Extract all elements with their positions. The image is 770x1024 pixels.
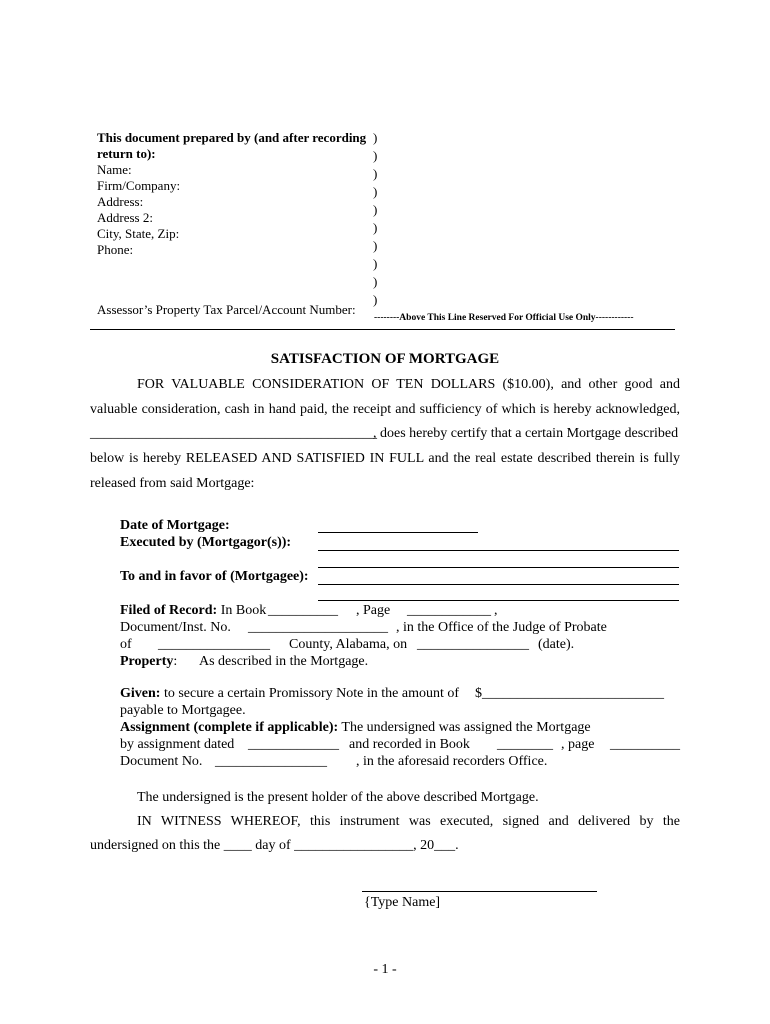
filed-of-record-row — [120, 603, 266, 619]
assignment-page-label: , page — [561, 737, 595, 752]
witness-statement: IN WITNESS WHEREOF, this instrument was executed, signed and delivered by the — [137, 814, 680, 829]
address2-label: Address 2: — [97, 210, 153, 225]
recorded-in-book-label: and recorded in Book — [349, 737, 470, 752]
document-no-field[interactable]: ________________ — [215, 754, 327, 769]
signature-line[interactable] — [362, 891, 597, 892]
mortgagee-field-2[interactable] — [318, 600, 679, 601]
date-of-mortgage-field[interactable] — [318, 532, 478, 533]
firm-label: Firm/Company: — [97, 178, 181, 193]
intro-line-3: , does hereby certify that a certain Mortgage described — [373, 426, 679, 441]
mortgagee-field[interactable] — [318, 584, 679, 585]
parcel-number-label: Assessor’s Property Tax Parcel/Account Number: — [97, 302, 356, 317]
given-text: to secure a certain Promissory Note in the amount of — [163, 686, 460, 701]
executed-by-label: Executed by (Mortgagor(s)): — [120, 535, 292, 550]
payable-text: payable to Mortgagee. — [120, 703, 246, 718]
intro-line-5: released from said Mortgage: — [90, 476, 255, 491]
paren: ) — [373, 238, 378, 253]
phone-label: Phone: — [97, 242, 134, 257]
paren: ) — [373, 184, 378, 199]
intro-line-4: below is hereby RELEASED AND SATISFIED IN FULL and the real estate described therein is fully — [90, 451, 680, 466]
city-state-zip-label: City, State, Zip: — [97, 226, 180, 241]
intro-line-2: valuable consideration, cash in hand paid, the receipt and sufficiency of which is hereby acknowledged, — [90, 402, 680, 417]
office-of-judge-text: , in the Office of the Judge of Probate — [396, 620, 607, 635]
assignment-book-field[interactable]: ________ — [497, 737, 553, 752]
property-value: As described in the Mortgage. — [199, 654, 369, 669]
holder-statement: The undersigned is the present holder of the above described Mortgage. — [137, 790, 539, 805]
prepared-by-line1: This document prepared by (and after recording — [97, 130, 367, 145]
address-label: Address: — [97, 194, 144, 209]
in-book-label: In Book — [220, 603, 267, 618]
paren: ) — [373, 166, 378, 181]
property-colon: : — [173, 654, 178, 669]
paren: ) — [373, 292, 378, 307]
header-rule — [90, 329, 675, 330]
document-inst-field[interactable]: ____________________ — [248, 620, 388, 635]
assignment-date-field[interactable]: _____________ — [248, 737, 339, 752]
paren: ) — [373, 148, 378, 163]
paren: ) — [373, 256, 378, 271]
county-field[interactable]: ________________ — [158, 637, 270, 652]
page-field[interactable]: ____________ — [407, 603, 491, 618]
official-use-note: --------Above This Line Reserved For Official Use Only------------ — [374, 313, 634, 323]
date-of-mortgage-label: Date of Mortgage: — [120, 518, 230, 533]
recording-date-field[interactable]: ________________ — [417, 637, 529, 652]
aforesaid-text: , in the aforesaid recorders Office. — [356, 754, 548, 769]
paren: ) — [373, 130, 378, 145]
assignment-text: The undersigned was assigned the Mortgage — [341, 720, 591, 735]
assignment-row — [120, 720, 591, 736]
assignment-label: Assignment (complete if applicable): — [120, 720, 339, 735]
page-label: , Page — [356, 603, 391, 618]
filed-of-record-label: Filed of Record: — [120, 603, 218, 618]
county-alabama-label: County, Alabama, on — [289, 637, 408, 652]
given-row — [120, 686, 459, 702]
document-no-label: Document No. — [120, 754, 203, 769]
paren: ) — [373, 202, 378, 217]
amount-field[interactable]: $__________________________ — [475, 686, 664, 701]
intro-line-1: FOR VALUABLE CONSIDERATION OF TEN DOLLARS ($10.00), and other good and — [137, 377, 680, 392]
document-title: SATISFACTION OF MORTGAGE — [270, 351, 500, 367]
name-label: Name: — [97, 162, 132, 177]
execution-date-line[interactable]: undersigned on this the ____ day of _________________, 20___. — [90, 838, 459, 853]
paren: ) — [373, 274, 378, 289]
paren: ) — [373, 220, 378, 235]
type-name-label: {Type Name] — [364, 895, 441, 910]
mortgagor-field-2[interactable] — [318, 567, 679, 568]
page-number: - 1 - — [373, 962, 397, 977]
property-label: Property — [120, 654, 174, 669]
given-label: Given: — [120, 686, 161, 701]
by-assignment-label: by assignment dated — [120, 737, 235, 752]
mortgagee-label: To and in favor of (Mortgagee): — [120, 569, 309, 584]
date-suffix: (date). — [538, 637, 575, 652]
document-inst-label: Document/Inst. No. — [120, 620, 231, 635]
assignment-page-field[interactable]: __________ — [610, 737, 680, 752]
mortgagor-field[interactable] — [318, 550, 679, 551]
of-label: of — [120, 637, 132, 652]
releasor-name-blank[interactable]: _________________________________________ — [90, 426, 377, 441]
book-field[interactable]: __________ — [268, 603, 338, 618]
comma: , — [494, 603, 498, 618]
prepared-by-line2: return to): — [97, 146, 156, 161]
property-row — [120, 654, 177, 670]
